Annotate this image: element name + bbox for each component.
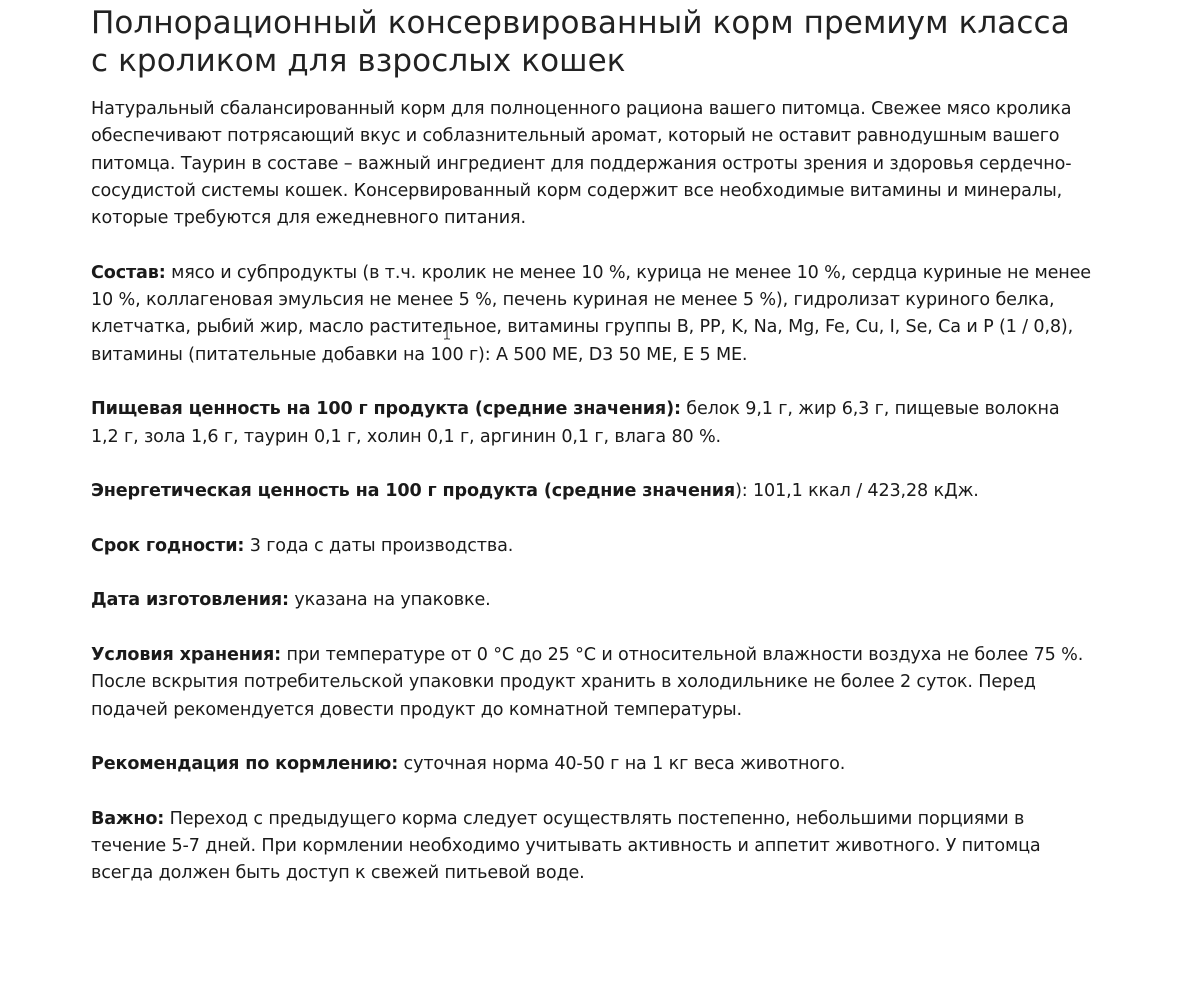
feeding-label: Рекомендация по кормлению: bbox=[91, 754, 399, 775]
nutrition-text: белок 9,1 г, жир 6,3 г, пищевые волокна 1,2 г, зола 1,6 г, таурин 0,1 г, холин 0,1 г, аргинин 0,1 г, влага 80 %. bbox=[91, 399, 1060, 447]
feeding-text: суточная норма 40-50 г на 1 кг веса животного. bbox=[398, 754, 846, 775]
shelf-life-paragraph bbox=[91, 533, 1091, 560]
energy-text: ): 101,1 ккал / 423,28 кДж. bbox=[735, 481, 979, 502]
composition-text: мясо и субпродукты (в т.ч. кролик не менее 10 %, курица не менее 10 %, сердца куриные не менее 10 %, коллагеновая эмульсия не менее 5 %, печень куриная не менее 5 %), гидролизат куриного белка, клетчатка, рыбий жир, масло растительное, витамины группы B, PP, K, Na, Mg, Fe, Cu, I, Se, Ca и P (1 / 0,8), витамины (питательные добавки на 100 г): A 500 МЕ, D3 50 МЕ, E 5 МЕ. bbox=[91, 262, 1091, 365]
important-text: Переход с предыдущего корма следует осуществлять постепенно, небольшими порциями в течение 5-7 дней. При кормлении необходимо учитывать активность и аппетит животного. У питомца всегда должен быть доступ к свежей питьевой воде. bbox=[91, 808, 1041, 884]
manufacture-date-label: Дата изготовления: bbox=[91, 590, 289, 611]
shelf-life-label: Срок годности: bbox=[91, 535, 245, 556]
important-paragraph bbox=[91, 806, 1091, 888]
manufacture-date-text: указана на упаковке. bbox=[288, 590, 491, 611]
important-label: Важно: bbox=[91, 808, 165, 829]
storage-text: при температуре от 0 °C до 25 °C и относительной влажности воздуха не более 75 %. После вскрытия потребительской упаковки продукт хранить в холодильнике не более 2 суток. Перед подачей рекомендуется довести продукт до комнатной температуры. bbox=[91, 644, 1084, 720]
energy-paragraph bbox=[91, 478, 1091, 505]
storage-paragraph bbox=[91, 642, 1091, 724]
nutrition-label: Пищевая ценность на 100 г продукта (средние значения): bbox=[91, 399, 681, 420]
energy-label: Энергетическая ценность на 100 г продукта (средние значения bbox=[91, 481, 736, 502]
storage-label: Условия хранения: bbox=[91, 644, 282, 665]
text-cursor-icon bbox=[443, 322, 451, 340]
product-description: Натуральный сбалансированный корм для полноценного рациона вашего питомца. Свежее мясо кролика обеспечивают потрясающий вкус и соблазнительный аромат, который не оставит равнодушным вашего питомца. Таурин в составе – важный ингредиент для поддержания остроты зрения и здоровья сердечно-сосудистой системы кошек. Консервированный корм содержит все необходимые витамины и минералы, которые требуются для ежедневного питания. bbox=[91, 99, 1072, 229]
composition-paragraph bbox=[91, 260, 1091, 369]
feeding-paragraph bbox=[91, 751, 1091, 778]
product-title: Полнорационный консервированный корм премиум класса с кроликом для взрослых кошек bbox=[91, 5, 1070, 79]
document-page bbox=[91, 4, 1091, 888]
composition-label: Состав: bbox=[91, 262, 166, 283]
shelf-life-text: 3 года с даты производства. bbox=[244, 535, 514, 556]
manufacture-date-paragraph bbox=[91, 587, 1091, 614]
nutrition-paragraph bbox=[91, 396, 1091, 451]
